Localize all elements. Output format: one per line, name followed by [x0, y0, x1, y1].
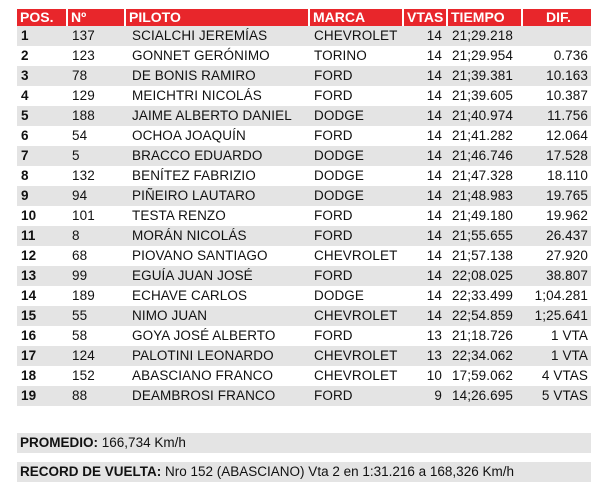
cell-piloto: OCHOA JOAQUÍN	[126, 126, 310, 146]
cell-tiempo: 21;46.746	[448, 146, 523, 166]
cell-tiempo: 22;54.859	[448, 306, 523, 326]
cell-pos: 9	[17, 186, 68, 206]
spacer	[17, 409, 591, 427]
cell-pos: 19	[17, 386, 68, 406]
cell-pos: 7	[17, 146, 68, 166]
cell-piloto: DE BONIS RAMIRO	[126, 66, 310, 86]
cell-pos: 13	[17, 266, 68, 286]
cell-marca: CHEVROLET	[310, 26, 404, 46]
cell-pos: 10	[17, 206, 68, 226]
results-body	[17, 26, 591, 406]
cell-vtas: 14	[404, 166, 448, 186]
cell-vtas: 14	[404, 26, 448, 46]
cell-tiempo: 21;39.381	[448, 66, 523, 86]
cell-marca: FORD	[310, 86, 404, 106]
cell-tiempo: 21;41.282	[448, 126, 523, 146]
cell-num: 132	[68, 166, 126, 186]
cell-marca: DODGE	[310, 106, 404, 126]
lap-record-label: RECORD DE VUELTA:	[20, 464, 162, 479]
cell-pos: 6	[17, 126, 68, 146]
table-row	[17, 126, 591, 146]
cell-marca: CHEVROLET	[310, 246, 404, 266]
cell-pos: 18	[17, 366, 68, 386]
cell-dif: 12.064	[523, 126, 591, 146]
cell-dif: 0.736	[523, 46, 591, 66]
cell-marca: DODGE	[310, 166, 404, 186]
header-dif: DIF.	[523, 9, 591, 26]
table-row	[17, 66, 591, 86]
cell-tiempo: 21;55.655	[448, 226, 523, 246]
cell-dif: 4 VTAS	[523, 366, 591, 386]
cell-num: 129	[68, 86, 126, 106]
cell-dif: 26.437	[523, 226, 591, 246]
cell-pos: 11	[17, 226, 68, 246]
cell-vtas: 14	[404, 66, 448, 86]
cell-num: 8	[68, 226, 126, 246]
cell-tiempo: 21;18.726	[448, 326, 523, 346]
header-piloto: PILOTO	[126, 9, 310, 26]
cell-vtas: 13	[404, 346, 448, 366]
cell-piloto: JAIME ALBERTO DANIEL	[126, 106, 310, 126]
cell-vtas: 14	[404, 246, 448, 266]
cell-dif: 11.756	[523, 106, 591, 126]
cell-tiempo: 21;47.328	[448, 166, 523, 186]
cell-num: 123	[68, 46, 126, 66]
cell-piloto: ECHAVE CARLOS	[126, 286, 310, 306]
cell-vtas: 14	[404, 146, 448, 166]
header-row	[17, 9, 591, 26]
cell-tiempo: 21;39.605	[448, 86, 523, 106]
cell-dif	[523, 26, 591, 46]
table-row	[17, 286, 591, 306]
cell-pos: 3	[17, 66, 68, 86]
cell-vtas: 14	[404, 86, 448, 106]
cell-num: 137	[68, 26, 126, 46]
cell-dif: 10.387	[523, 86, 591, 106]
header-pos: POS.	[17, 9, 68, 26]
cell-num: 78	[68, 66, 126, 86]
cell-pos: 17	[17, 346, 68, 366]
cell-piloto: PIOVANO SANTIAGO	[126, 246, 310, 266]
cell-pos: 12	[17, 246, 68, 266]
average-value: 166,734 Km/h	[101, 435, 186, 450]
table-row	[17, 146, 591, 166]
cell-piloto: ABASCIANO FRANCO	[126, 366, 310, 386]
cell-tiempo: 22;34.062	[448, 346, 523, 366]
cell-marca: FORD	[310, 206, 404, 226]
cell-dif: 1 VTA	[523, 346, 591, 366]
cell-vtas: 14	[404, 306, 448, 326]
cell-tiempo: 17;59.062	[448, 366, 523, 386]
cell-piloto: MEICHTRI NICOLÁS	[126, 86, 310, 106]
lap-record-value: Nro 152 (ABASCIANO) Vta 2 en 1:31.216 a 168,326 Km/h	[165, 464, 514, 479]
cell-pos: 15	[17, 306, 68, 326]
cell-dif: 1 VTA	[523, 326, 591, 346]
cell-num: 188	[68, 106, 126, 126]
cell-tiempo: 21;48.983	[448, 186, 523, 206]
cell-num: 152	[68, 366, 126, 386]
average-speed-row	[17, 433, 591, 453]
cell-piloto: DEAMBROSI FRANCO	[126, 386, 310, 406]
table-row	[17, 346, 591, 366]
cell-tiempo: 21;49.180	[448, 206, 523, 226]
cell-piloto: SCIALCHI JEREMÍAS	[126, 26, 310, 46]
header-tiempo: TIEMPO	[448, 9, 523, 26]
cell-vtas: 14	[404, 126, 448, 146]
table-row	[17, 26, 591, 46]
table-row	[17, 306, 591, 326]
cell-piloto: GOYA JOSÉ ALBERTO	[126, 326, 310, 346]
cell-marca: FORD	[310, 326, 404, 346]
cell-marca: FORD	[310, 386, 404, 406]
cell-marca: TORINO	[310, 46, 404, 66]
cell-num: 5	[68, 146, 126, 166]
cell-vtas: 14	[404, 186, 448, 206]
cell-vtas: 14	[404, 106, 448, 126]
lap-record-row	[17, 462, 591, 482]
cell-dif: 27.920	[523, 246, 591, 266]
cell-tiempo: 21;40.974	[448, 106, 523, 126]
cell-num: 54	[68, 126, 126, 146]
cell-pos: 4	[17, 86, 68, 106]
cell-marca: CHEVROLET	[310, 306, 404, 326]
cell-tiempo: 22;08.025	[448, 266, 523, 286]
cell-piloto: BENÍTEZ FABRIZIO	[126, 166, 310, 186]
cell-piloto: PIÑEIRO LAUTARO	[126, 186, 310, 206]
cell-vtas: 9	[404, 386, 448, 406]
cell-num: 94	[68, 186, 126, 206]
cell-pos: 8	[17, 166, 68, 186]
cell-tiempo: 22;33.499	[448, 286, 523, 306]
table-row	[17, 106, 591, 126]
cell-num: 99	[68, 266, 126, 286]
table-row	[17, 386, 591, 406]
spacer	[17, 453, 591, 459]
cell-num: 189	[68, 286, 126, 306]
cell-piloto: GONNET GERÓNIMO	[126, 46, 310, 66]
cell-marca: CHEVROLET	[310, 366, 404, 386]
cell-marca: DODGE	[310, 146, 404, 166]
cell-dif: 1;04.281	[523, 286, 591, 306]
table-row	[17, 206, 591, 226]
average-label: PROMEDIO:	[20, 435, 99, 450]
cell-marca: DODGE	[310, 186, 404, 206]
cell-dif: 5 VTAS	[523, 386, 591, 406]
table-row	[17, 226, 591, 246]
cell-piloto: BRACCO EDUARDO	[126, 146, 310, 166]
table-row	[17, 186, 591, 206]
cell-dif: 10.163	[523, 66, 591, 86]
cell-num: 58	[68, 326, 126, 346]
table-row	[17, 326, 591, 346]
cell-dif: 18.110	[523, 166, 591, 186]
cell-num: 88	[68, 386, 126, 406]
cell-vtas: 13	[404, 326, 448, 346]
cell-piloto: TESTA RENZO	[126, 206, 310, 226]
cell-vtas: 10	[404, 366, 448, 386]
cell-dif: 19.962	[523, 206, 591, 226]
cell-dif: 38.807	[523, 266, 591, 286]
cell-vtas: 14	[404, 226, 448, 246]
cell-pos: 16	[17, 326, 68, 346]
cell-num: 68	[68, 246, 126, 266]
cell-tiempo: 14;26.695	[448, 386, 523, 406]
cell-dif: 1;25.641	[523, 306, 591, 326]
header-num: Nº	[68, 9, 126, 26]
table-row	[17, 166, 591, 186]
cell-tiempo: 21;57.138	[448, 246, 523, 266]
cell-marca: FORD	[310, 226, 404, 246]
cell-marca: FORD	[310, 66, 404, 86]
cell-pos: 2	[17, 46, 68, 66]
cell-vtas: 14	[404, 206, 448, 226]
table-row	[17, 266, 591, 286]
table-row	[17, 46, 591, 66]
cell-tiempo: 21;29.954	[448, 46, 523, 66]
cell-num: 101	[68, 206, 126, 226]
cell-vtas: 14	[404, 46, 448, 66]
cell-tiempo: 21;29.218	[448, 26, 523, 46]
results-table	[17, 9, 591, 406]
table-row	[17, 246, 591, 266]
cell-piloto: MORÁN NICOLÁS	[126, 226, 310, 246]
cell-dif: 19.765	[523, 186, 591, 206]
header-marca: MARCA	[310, 9, 404, 26]
cell-num: 55	[68, 306, 126, 326]
cell-vtas: 14	[404, 266, 448, 286]
cell-piloto: NIMO JUAN	[126, 306, 310, 326]
cell-dif: 17.528	[523, 146, 591, 166]
cell-piloto: EGUÍA JUAN JOSÉ	[126, 266, 310, 286]
cell-marca: FORD	[310, 266, 404, 286]
cell-marca: DODGE	[310, 286, 404, 306]
cell-pos: 5	[17, 106, 68, 126]
table-row	[17, 86, 591, 106]
header-vtas: VTAS	[404, 9, 448, 26]
cell-marca: FORD	[310, 126, 404, 146]
cell-pos: 14	[17, 286, 68, 306]
cell-vtas: 14	[404, 286, 448, 306]
cell-piloto: PALOTINI LEONARDO	[126, 346, 310, 366]
cell-num: 124	[68, 346, 126, 366]
table-row	[17, 366, 591, 386]
cell-pos: 1	[17, 26, 68, 46]
cell-marca: CHEVROLET	[310, 346, 404, 366]
